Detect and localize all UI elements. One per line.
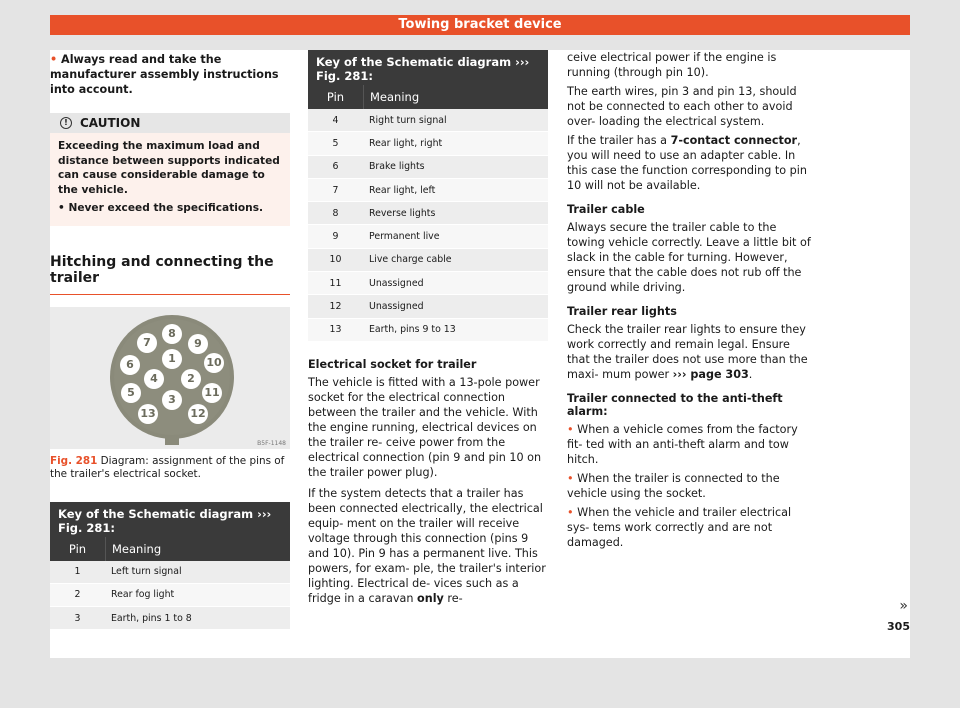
column-middle [308, 50, 548, 606]
bullet-dot: • [567, 506, 578, 519]
pin-cell: 6 [332, 161, 339, 173]
socket-p2-text: If the system detects that a trailer has been connected electrically, the electrical equip- ment on the trailer will receive voltage through this connection (pins 9 and 10). Pin 9 has a permanent live. This powers, for exam- ple, the trailer's interior lighting. Electrical de- vices such as a fridge in a caravan [308, 486, 546, 605]
page-number: 305 [887, 620, 910, 633]
bullet-dot: • [567, 472, 578, 485]
pin-cell: 1 [74, 566, 81, 578]
table-row [308, 202, 548, 225]
table-header [50, 537, 290, 561]
table-row [50, 607, 290, 630]
table-header [308, 85, 548, 109]
cable-text: Always secure the trailer cable to the towing vehicle correctly. Leave a little bit of slack in the cable for turning. However, ensure that the cable does not rub off the ground while driving. [567, 221, 811, 294]
table-row [308, 109, 548, 132]
header-meaning: Meaning [363, 85, 548, 109]
socket-p2-bold: only [417, 591, 444, 605]
lights-text-a: Check the trailer rear lights to ensure they work correctly and remain legal. Ensure that the trailer does not use more than the maxi- mum power [567, 323, 808, 381]
socket-pin: 6 [120, 355, 140, 375]
pin-cell: 2 [74, 589, 81, 601]
column-left [50, 52, 290, 630]
socket-pin: 10 [204, 353, 224, 373]
meaning-cell: Brake lights [369, 161, 425, 173]
socket-paragraph-2 [308, 486, 548, 606]
table-row [50, 561, 290, 584]
meaning-cell: Earth, pins 9 to 13 [369, 324, 456, 336]
table-row [308, 132, 548, 155]
alarm-bullet [567, 505, 812, 550]
caution-text: Exceeding the maximum load and distance between supports indicated can cause considerable damage to the vehicle. [58, 140, 280, 196]
meaning-cell: Permanent live [369, 231, 440, 243]
caution-bullet: • Never exceed the specifications. [58, 202, 264, 214]
socket-heading: Electrical socket for trailer [308, 357, 477, 371]
meaning-cell: Earth, pins 1 to 8 [111, 612, 192, 624]
table-title: Key of the Schematic diagram ››› Fig. 281: [50, 502, 290, 537]
alarm-list [567, 422, 812, 550]
table-body [50, 561, 290, 631]
meaning-cell: Live charge cable [369, 254, 452, 266]
socket-pin: 5 [121, 383, 141, 403]
meaning-cell: Rear light, left [369, 184, 436, 196]
meaning-cell: Reverse lights [369, 207, 436, 219]
meaning-cell: Unassigned [369, 277, 424, 289]
table-row [308, 179, 548, 202]
intro-bullet-text: Always read and take the manufacturer assembly instructions into account. [50, 53, 279, 96]
pin-cell: 8 [332, 207, 339, 219]
caution-box [50, 113, 290, 226]
table-row [308, 249, 548, 272]
socket-figure [50, 307, 290, 449]
paragraph-3 [567, 133, 812, 193]
p3-text: If the trailer has a [567, 134, 671, 147]
pin-cell: 7 [332, 184, 339, 196]
socket-pin: 2 [181, 369, 201, 389]
meaning-cell: Unassigned [369, 301, 424, 313]
caption-text: Diagram: assignment of the pins of the trailer's electrical socket. [50, 454, 285, 480]
socket-pin: 12 [188, 404, 208, 424]
meaning-cell: Right turn signal [369, 114, 447, 126]
info-icon: ! [60, 117, 72, 129]
socket-pin: 3 [162, 390, 182, 410]
caption-fig-number: Fig. 281 [50, 454, 98, 467]
pin-cell: 4 [332, 114, 339, 126]
figure-caption [50, 455, 290, 482]
caution-bullet-text: Never exceed the specifications. [68, 202, 264, 214]
socket-pin: 9 [188, 334, 208, 354]
lights-text-b: . [748, 368, 753, 381]
socket-pin: 7 [137, 333, 157, 353]
lights-text [567, 322, 812, 382]
p3-bold: 7-contact connector [670, 134, 798, 147]
pin-cell: 11 [329, 277, 342, 289]
intro-bullet [50, 52, 290, 97]
bullet-dot: • [50, 53, 62, 66]
header-meaning: Meaning [105, 537, 290, 561]
table-row [308, 319, 548, 342]
header-pin: Pin [326, 90, 345, 104]
alarm-bullet-text: When a vehicle comes from the factory fit- ted with an anti-theft alarm and tow hitch. [567, 423, 798, 466]
pin-table-2 [308, 50, 548, 342]
page-link[interactable]: ››› page 303 [672, 368, 749, 381]
meaning-cell: Rear fog light [111, 589, 175, 601]
table-title: Key of the Schematic diagram ››› Fig. 281: [308, 50, 548, 85]
meaning-cell: Left turn signal [111, 566, 182, 578]
alarm-bullet [567, 422, 812, 467]
page-header: Towing bracket device [50, 15, 910, 35]
bullet-dot: • [567, 423, 578, 436]
table-row [308, 272, 548, 295]
table-row [308, 225, 548, 248]
continue-mark: » [899, 598, 908, 614]
lights-heading: Trailer rear lights [567, 305, 677, 318]
socket-p2-end: re- [443, 591, 463, 605]
socket-pin: 1 [162, 349, 182, 369]
pin-cell: 10 [329, 254, 342, 266]
paragraph-1: ceive electrical power if the engine is running (through pin 10). [567, 51, 777, 79]
socket-pin: 8 [162, 324, 182, 344]
caution-body [50, 133, 290, 216]
alarm-bullet-text: When the trailer is connected to the vehicle using the socket. [567, 472, 780, 500]
socket-pin: 13 [138, 404, 158, 424]
caution-label: CAUTION [80, 116, 141, 130]
pin-cell: 9 [332, 231, 339, 243]
socket-pin: 11 [202, 383, 222, 403]
table-body [308, 109, 548, 342]
pin-cell: 13 [329, 324, 342, 336]
paragraph-2: The earth wires, pin 3 and pin 13, should not be connected to each other to avoid over- loading the electrical system. [567, 85, 797, 128]
section-title: Hitching and connecting the trailer [50, 254, 290, 295]
p3-text-end: , you will need to use an adapter cable. In this case the function corresponding to pin 10 will not be available. [567, 134, 807, 192]
alarm-bullet [567, 471, 812, 501]
pin-layer [50, 307, 290, 449]
pin-cell: 5 [332, 137, 339, 149]
figure-code: B5F-1148 [257, 439, 286, 447]
alarm-heading: Trailer connected to the anti-theft alarm: [567, 392, 783, 418]
column-right [567, 50, 812, 550]
caution-header [50, 113, 290, 133]
alarm-bullet-text: When the vehicle and trailer electrical sys- tems work correctly and are not damaged. [567, 506, 792, 549]
table-row [50, 584, 290, 607]
header-pin: Pin [68, 541, 87, 556]
table-row [308, 156, 548, 179]
table-row [308, 295, 548, 318]
cable-heading: Trailer cable [567, 203, 645, 216]
socket-paragraph-1: The vehicle is fitted with a 13-pole power socket for the electrical connection between the trailer and the vehicle. With the engine running, electrical devices on the trailer re- ceive power from the electrical connection (pin 9 and pin 10 on the trailer power plug). [308, 375, 542, 479]
pin-cell: 12 [329, 301, 342, 313]
meaning-cell: Rear light, right [369, 137, 443, 149]
pin-table-1 [50, 502, 290, 631]
socket-pin: 4 [144, 369, 164, 389]
pin-cell: 3 [74, 612, 81, 624]
